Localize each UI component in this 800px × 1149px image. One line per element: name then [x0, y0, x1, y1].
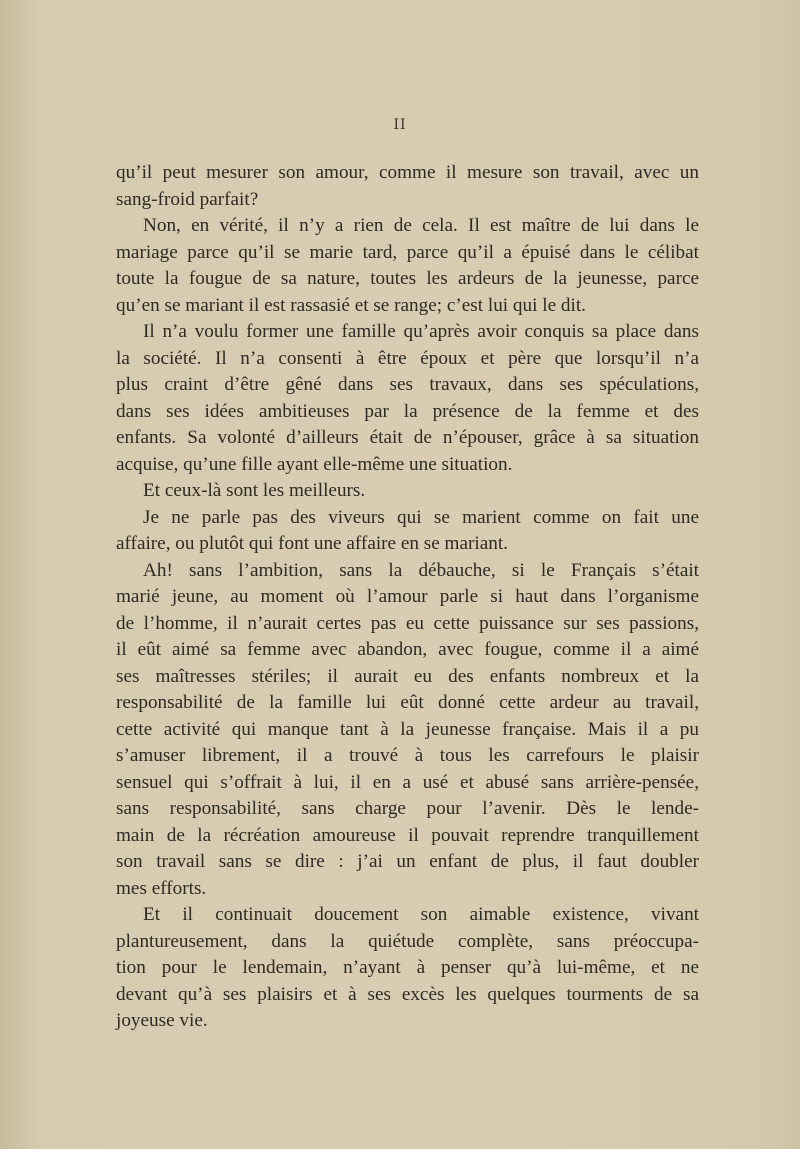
- text-line: ses maîtresses stériles; il aurait eu des enfants nombreux et la: [116, 665, 699, 687]
- text-line: mariage parce qu’il se marie tard, parce qu’il a épuisé dans le célibat: [116, 241, 699, 263]
- text-line: de l’homme, il n’aurait certes pas eu cette puissance sur ses passions,: [116, 612, 699, 634]
- text-line: il eût aimé sa femme avec abandon, avec fougue, comme il a aimé: [116, 639, 699, 660]
- text-line: s’amuser librement, il a trouvé à tous les carrefours le plaisir: [116, 745, 699, 766]
- text-line: toute la fougue de sa nature, toutes les ardeurs de la jeunesse, parce: [116, 268, 699, 289]
- text-line: marié jeune, au moment où l’amour parle si haut dans l’organisme: [116, 586, 699, 607]
- text-line: acquise, qu’une fille ayant elle-même une situation.: [116, 453, 513, 475]
- body-text: [116, 160, 699, 1035]
- text-line: Il n’a voulu former une famille qu’après avoir conquis sa place dans: [143, 321, 699, 342]
- text-line: joyeuse vie.: [116, 1010, 208, 1031]
- text-line: tion pour le lendemain, n’ayant à penser qu’à lui-même, et ne: [116, 957, 699, 978]
- text-line: mes efforts.: [116, 877, 207, 899]
- text-line: dans ses idées ambitieuses par la présence de la femme et des: [116, 400, 699, 422]
- text-line: sang-froid parfait?: [116, 188, 259, 210]
- text-line: Non, en vérité, il n’y a rien de cela. Il est maître de lui dans le: [143, 215, 699, 236]
- text-line: sans responsabilité, sans charge pour l’avenir. Dès le lende-: [116, 798, 699, 819]
- text-line: son travail sans se dire : j’ai un enfant de plus, il faut doubler: [116, 851, 699, 872]
- text-line: plantureusement, dans la quiétude complète, sans préoccupa-: [116, 930, 699, 952]
- text-line: Et il continuait doucement son aimable existence, vivant: [143, 904, 699, 925]
- text-line: qu’il peut mesurer son amour, comme il mesure son travail, avec un: [116, 162, 699, 183]
- text-line: affaire, ou plutôt qui font une affaire en se mariant.: [116, 533, 508, 554]
- text-line: cette activité qui manque tant à la jeunesse française. Mais il a pu: [116, 718, 699, 740]
- text-line: main de la récréation amoureuse il pouvait reprendre tranquillement: [116, 824, 699, 846]
- text-line: enfants. Sa volonté d’ailleurs était de n’épouser, grâce à sa situation: [116, 427, 699, 448]
- text-line: la société. Il n’a consenti à être époux et père que lorsqu’il n’a: [116, 347, 699, 369]
- text-line: plus craint d’être gêné dans ses travaux, dans ses spéculations,: [116, 374, 699, 395]
- text-line: Et ceux-là sont les meilleurs.: [143, 480, 366, 501]
- text-line: qu’en se mariant il est rassasié et se range; c’est lui qui le dit.: [116, 294, 586, 316]
- text-line: devant qu’à ses plaisirs et à ses excès les quelques tourments de sa: [116, 983, 699, 1005]
- text-line: Ah! sans l’ambition, sans la débauche, si le Français s’était: [143, 559, 699, 581]
- text-line: Je ne parle pas des viveurs qui se marient comme on fait une: [143, 506, 699, 528]
- text-line: sensuel qui s’offrait à lui, il en a usé et abusé sans arrière-pensée,: [116, 771, 699, 793]
- text-line: responsabilité de la famille lui eût donné cette ardeur au travail,: [116, 692, 699, 713]
- page-number: II: [393, 117, 407, 133]
